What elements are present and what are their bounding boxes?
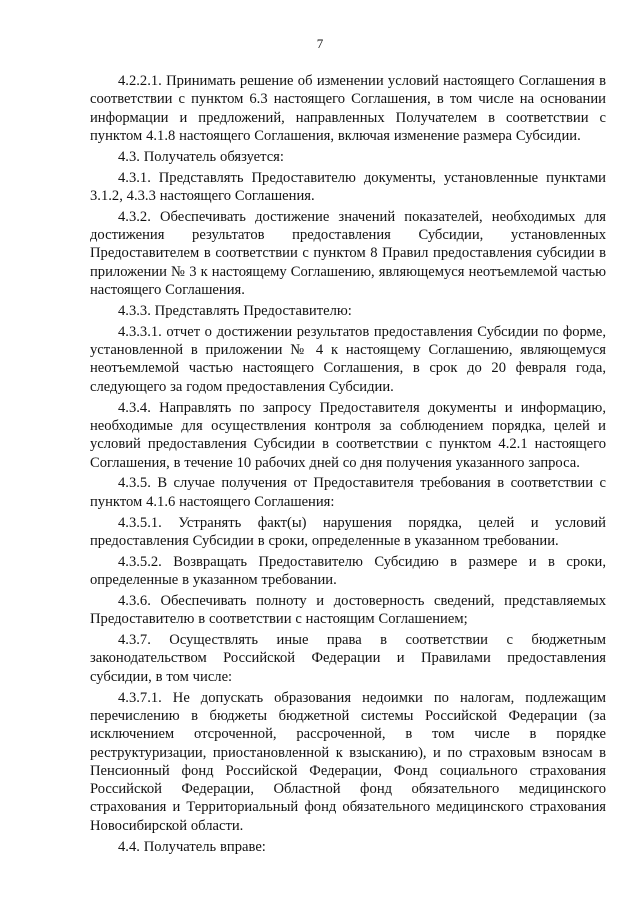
paragraph-4-3-6: 4.3.6. Обеспечивать полноту и достоверность сведений, представляемых Предоставителю в соответствии с настоящим Соглашением; (90, 592, 606, 628)
paragraph-4-3-3-1: 4.3.3.1. отчет о достижении результатов предоставления Субсидии по форме, установленной в приложении № 4 к настоящему Соглашению, являющемуся неотъемлемой частью настоящего Соглашения, в срок до 20 февраля года, следующего за годом предоставления Субсидии. (90, 323, 606, 395)
page-number: 7 (316, 36, 324, 51)
paragraph-4-3: 4.3. Получатель обязуется: (118, 148, 284, 165)
paragraph-4-3-7-1: 4.3.7.1. Не допускать образования недоимки по налогам, подлежащим перечислению в бюджеты бюджетной системы Российской Федерации (за исключением отсроченной, рассроченной, в том числе в порядке реструктуризации, приостановленной к взысканию), и по страховым взносам в Пенсионный фонд Российской Федерации, Фонд социального страхования Российской Федерации, Областной фонд обязательного медицинского страхования и Территориальный фонд обязательного медицинского страхования Новосибирской области. (90, 689, 606, 834)
paragraph-4-3-3: 4.3.3. Представлять Предоставителю: (118, 302, 352, 319)
document-body (90, 72, 606, 858)
paragraph-4-3-5: 4.3.5. В случае получения от Предоставителя требования в соответствии с пунктом 4.1.6 настоящего Соглашения: (90, 475, 606, 510)
paragraph-4-3-5-2: 4.3.5.2. Возвращать Предоставителю Субсидию в размере и в сроки, определенные в указанном требовании. (90, 553, 606, 589)
paragraph-4-3-1: 4.3.1. Представлять Предоставителю документы, установленные пунктами 3.1.2, 4.3.3 настоящего Соглашения. (90, 169, 606, 204)
paragraph-4-2-2-1: 4.2.2.1. Принимать решение об изменении условий настоящего Соглашения в соответствии с пунктом 6.3 настоящего Соглашения, в том числе на основании информации и предложений, направленных Получателем в соответствии с пунктом 4.1.8 настоящего Соглашения, включая изменение размера Субсидии. (90, 73, 606, 144)
paragraph-4-4: 4.4. Получатель вправе: (118, 838, 266, 855)
paragraph-4-3-7: 4.3.7. Осуществлять иные права в соответствии с бюджетным законодательством Российской Федерации и Правилами предоставления субсидии, в том числе: (90, 632, 606, 685)
paragraph-4-3-5-1: 4.3.5.1. Устранять факт(ы) нарушения порядка, целей и условий предоставления Субсидии в сроки, определенные в указанном требовании. (90, 514, 606, 549)
paragraph-4-3-4: 4.3.4. Направлять по запросу Предоставителя документы и информацию, необходимые для осуществления контроля за соблюдением порядка, целей и условий предоставления Субсидии в соответствии с пунктом 4.2.1 настоящего Соглашения, в течение 10 рабочих дней со дня получения указанного запроса. (90, 399, 606, 471)
paragraph-4-3-2: 4.3.2. Обеспечивать достижение значений показателей, необходимых для достижения результатов предоставления Субсидии, установленных Предоставителем в соответствии с пунктом 8 Правил предоставления субсидии в приложении № 3 к настоящему Соглашению, являющемуся неотъемлемой частью настоящего Соглашения. (90, 208, 606, 299)
